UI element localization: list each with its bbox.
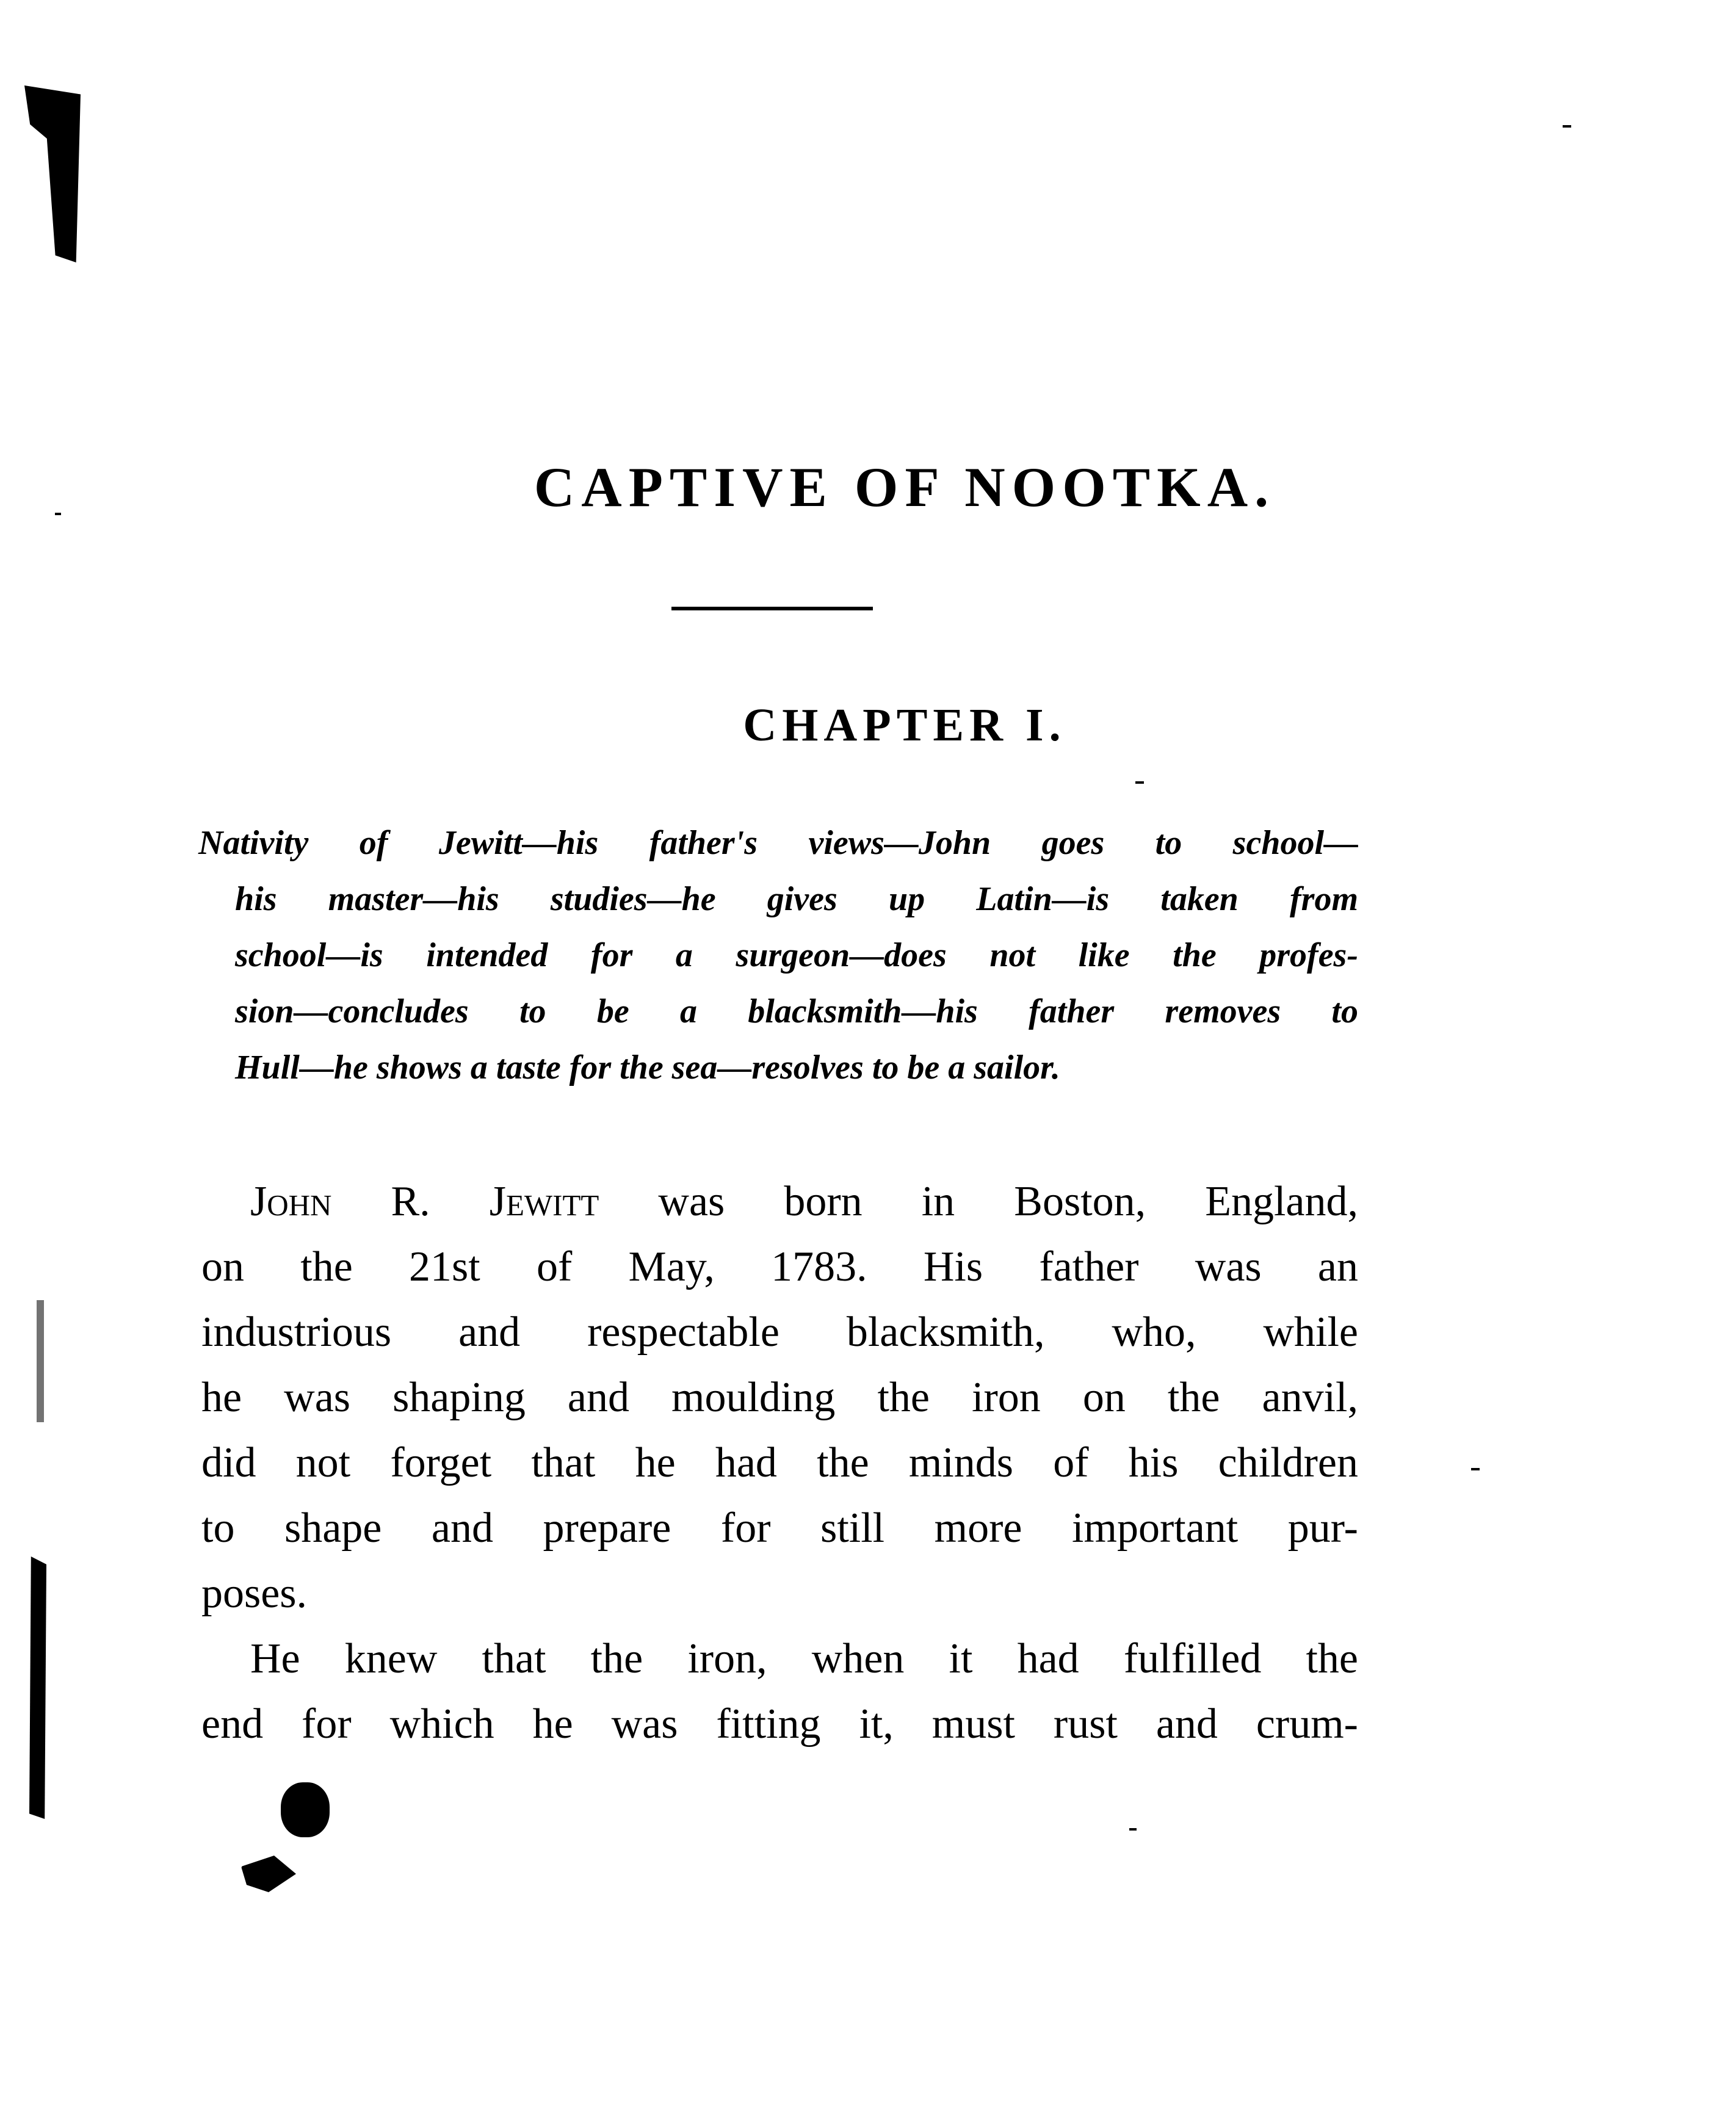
page-title: CAPTIVE OF NOOTKA. [533,456,1276,518]
scan-artifact-top-left [24,85,81,262]
chapter-synopsis [198,815,1358,1096]
paragraph-line: he was shaping and moulding the iron on the anvil, [201,1374,1358,1421]
paragraph-line: John R. Jewitt was born in Boston, England, [250,1178,1358,1225]
chapter-heading: CHAPTER I. [743,700,1066,751]
ink-blot [241,1856,296,1892]
scan-speck [1471,1468,1480,1470]
paragraph-line: end for which he was fitting it, must rust and crum- [201,1701,1358,1748]
paragraph-line: on the 21st of May, 1783. His father was an [201,1243,1358,1290]
paragraph-line: He knew that the iron, when it had fulfilled the [250,1635,1358,1682]
author-name: John R. Jewitt [250,1178,599,1225]
paragraph-line: poses. [201,1570,308,1617]
scan-speck [1563,125,1571,128]
paragraph-line: to shape and prepare for still more important pur- [201,1505,1358,1552]
paragraph-line: did not forget that he had the minds of his children [201,1439,1358,1486]
synopsis-line: his master—his studies—he gives up Latin—is taken from [235,880,1358,918]
body-text [201,1169,1358,1757]
ink-blot [281,1782,330,1837]
synopsis-line: Nativity of Jewitt—his father's views—John goes to school— [198,824,1358,862]
scan-speck [1129,1828,1137,1831]
title-divider [671,607,873,610]
paragraph-line: industrious and respectable blacksmith, who, while [201,1309,1358,1356]
scan-artifact-bottom-left [29,1556,46,1819]
scan-artifact-left-margin [37,1300,44,1422]
synopsis-line: school—is intended for a surgeon—does not like the profes- [235,936,1358,974]
synopsis-line: Hull—he shows a taste for the sea—resolves to be a sailor. [235,1049,1060,1086]
synopsis-line: sion—concludes to be a blacksmith—his father removes to [235,992,1358,1030]
scan-speck [1135,781,1144,784]
